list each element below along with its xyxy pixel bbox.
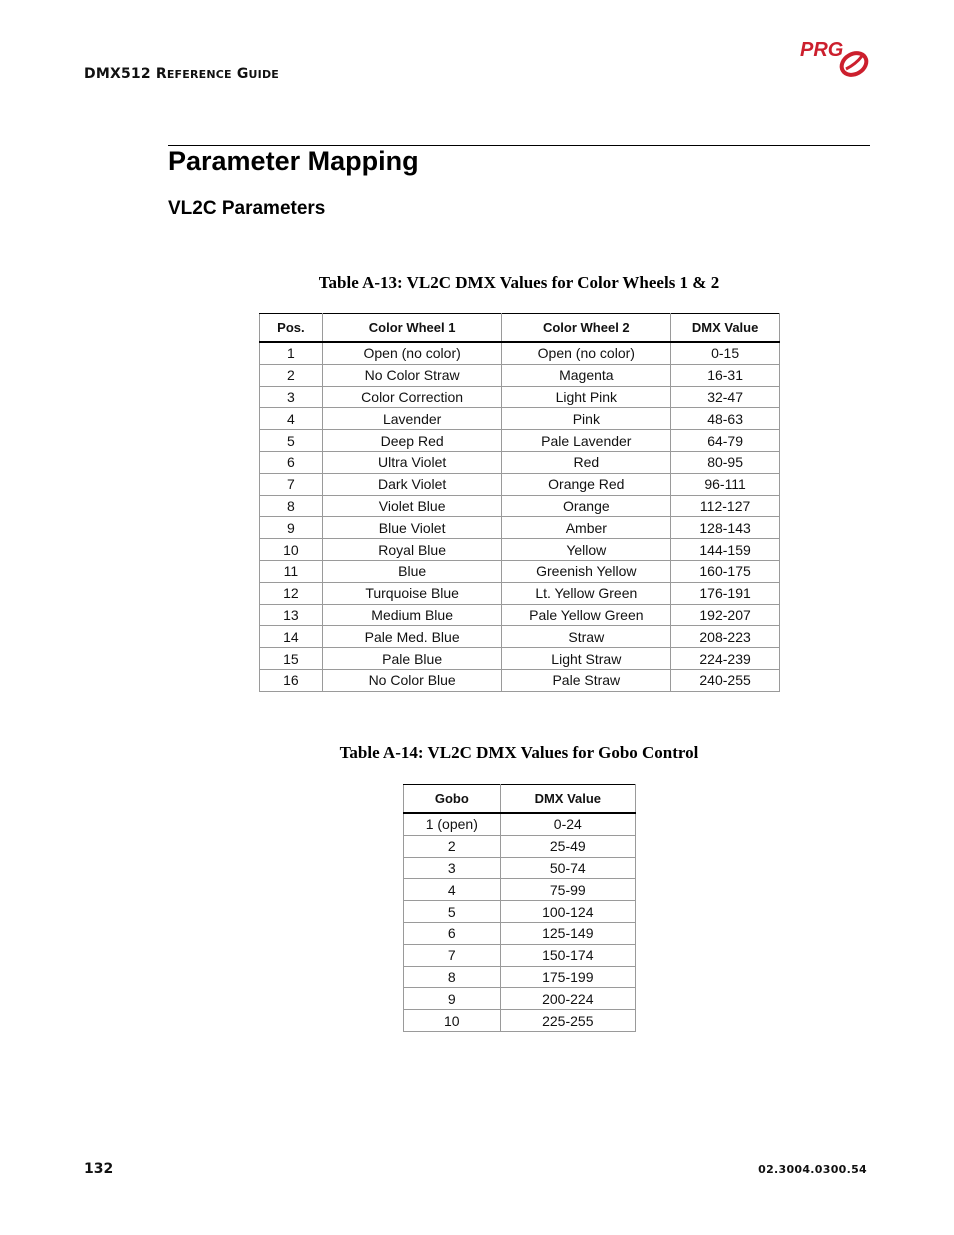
table-row [260, 604, 780, 626]
table2-caption: Table A-14: VL2C DMX Values for Gobo Control [339, 743, 699, 762]
table-cell: 7 [260, 473, 323, 495]
table-cell: No Color Straw [322, 364, 502, 386]
table-row [404, 1010, 636, 1032]
table-cell: 208-223 [671, 626, 780, 648]
section-title: VL2C Parameters [168, 198, 326, 219]
table-row [404, 966, 636, 988]
t1-header-cell: Color Wheel 1 [322, 314, 502, 343]
color-wheel-table-body [260, 342, 780, 691]
table-row [260, 386, 780, 408]
table-row [260, 473, 780, 495]
table-cell: Turquoise Blue [322, 582, 502, 604]
table-cell: 0-15 [671, 342, 780, 364]
table-cell: 100-124 [500, 901, 635, 923]
table-cell: Yellow [502, 539, 671, 561]
table-cell: Deep Red [322, 430, 502, 452]
table-cell: Violet Blue [322, 495, 502, 517]
table-cell: 75-99 [500, 879, 635, 901]
running-head-smallcaps-2: UIDE [248, 68, 279, 81]
table-cell: Medium Blue [322, 604, 502, 626]
table-cell: 32-47 [671, 386, 780, 408]
table-cell: 8 [404, 966, 501, 988]
table-cell: Royal Blue [322, 539, 502, 561]
gobo-table-body [404, 813, 636, 1031]
table-row [404, 922, 636, 944]
t1-header-cell: DMX Value [671, 314, 780, 343]
table-cell: Light Pink [502, 386, 671, 408]
table-row [404, 813, 636, 835]
table-cell: 64-79 [671, 430, 780, 452]
table-cell: 144-159 [671, 539, 780, 561]
document-number: 02.3004.0300.54 [758, 1163, 867, 1176]
table-cell: 12 [260, 582, 323, 604]
table-cell: 10 [404, 1010, 501, 1032]
table-row [260, 560, 780, 582]
table-cell: 192-207 [671, 604, 780, 626]
t2-header-cell: Gobo [404, 785, 501, 814]
table-cell: Orange Red [502, 473, 671, 495]
table-cell: 2 [404, 835, 501, 857]
table-cell: 3 [404, 857, 501, 879]
gobo-table-head [404, 785, 636, 814]
table-cell: 13 [260, 604, 323, 626]
table-cell: 8 [260, 495, 323, 517]
table-cell: Open (no color) [322, 342, 502, 364]
table-row [260, 582, 780, 604]
t2-header-cell: DMX Value [500, 785, 635, 814]
table-cell: Greenish Yellow [502, 560, 671, 582]
table-cell: 48-63 [671, 408, 780, 430]
table-cell: 14 [260, 626, 323, 648]
table-cell: 175-199 [500, 966, 635, 988]
table-cell: Light Straw [502, 648, 671, 670]
table-cell: Lt. Yellow Green [502, 582, 671, 604]
table-cell: Pale Blue [322, 648, 502, 670]
table-cell: 80-95 [671, 451, 780, 473]
table1-caption: Table A-13: VL2C DMX Values for Color Wheels 1 & 2 [318, 273, 720, 292]
table-cell: Blue Violet [322, 517, 502, 539]
table-row [404, 901, 636, 923]
table-cell: 15 [260, 648, 323, 670]
t1-header-cell: Pos. [260, 314, 323, 343]
color-wheel-table [259, 313, 780, 692]
table-cell: No Color Blue [322, 669, 502, 691]
table-row [260, 648, 780, 670]
table-cell: 16-31 [671, 364, 780, 386]
table-cell: 160-175 [671, 560, 780, 582]
running-head-mid: G [231, 66, 249, 82]
table-cell: 6 [260, 451, 323, 473]
table-row [260, 517, 780, 539]
table-cell: Red [502, 451, 671, 473]
table-cell: Magenta [502, 364, 671, 386]
table-row [260, 495, 780, 517]
table-cell: 96-111 [671, 473, 780, 495]
table-cell: 50-74 [500, 857, 635, 879]
table-cell: Ultra Violet [322, 451, 502, 473]
table-cell: 9 [404, 988, 501, 1010]
table-cell: 25-49 [500, 835, 635, 857]
table-row [260, 408, 780, 430]
table-cell: 5 [404, 901, 501, 923]
color-wheel-table-head [260, 314, 780, 343]
table-cell: 240-255 [671, 669, 780, 691]
page-number: 132 [84, 1161, 114, 1177]
table-cell: 5 [260, 430, 323, 452]
table-cell: 9 [260, 517, 323, 539]
table-cell: 1 [260, 342, 323, 364]
table-cell: Orange [502, 495, 671, 517]
table-row [260, 626, 780, 648]
table-cell: 6 [404, 922, 501, 944]
table-row [260, 669, 780, 691]
table-cell: 16 [260, 669, 323, 691]
table-cell: Straw [502, 626, 671, 648]
table-row [260, 539, 780, 561]
table-cell: 225-255 [500, 1010, 635, 1032]
table-row [404, 988, 636, 1010]
t1-header-cell: Color Wheel 2 [502, 314, 671, 343]
table-row [260, 342, 780, 364]
table-cell: 4 [404, 879, 501, 901]
table-cell: 0-24 [500, 813, 635, 835]
table-cell: 176-191 [671, 582, 780, 604]
table-cell: Dark Violet [322, 473, 502, 495]
table-cell: Blue [322, 560, 502, 582]
gobo-table [403, 784, 636, 1032]
running-head-smallcaps-1: EFERENCE [166, 68, 232, 81]
table-cell: 112-127 [671, 495, 780, 517]
table-cell: Lavender [322, 408, 502, 430]
table-row [404, 857, 636, 879]
table-cell: 10 [260, 539, 323, 561]
table-cell: 200-224 [500, 988, 635, 1010]
table-row [260, 430, 780, 452]
table-cell: 7 [404, 944, 501, 966]
table-cell: 125-149 [500, 922, 635, 944]
page-title: Parameter Mapping [168, 146, 419, 176]
prg-logo-text: PRG [800, 39, 844, 61]
table-cell: Amber [502, 517, 671, 539]
running-head-main: DMX512 R [84, 66, 167, 82]
table-row [260, 451, 780, 473]
table-cell: 224-239 [671, 648, 780, 670]
table-row [404, 944, 636, 966]
table-row [404, 879, 636, 901]
table-cell: Pale Straw [502, 669, 671, 691]
prg-logo [798, 36, 874, 82]
table-cell: Pale Med. Blue [322, 626, 502, 648]
table-cell: 2 [260, 364, 323, 386]
table-cell: Pale Yellow Green [502, 604, 671, 626]
table-cell: 3 [260, 386, 323, 408]
table-cell: 150-174 [500, 944, 635, 966]
running-head [84, 66, 279, 82]
table-cell: 11 [260, 560, 323, 582]
table-cell: 4 [260, 408, 323, 430]
table-cell: 1 (open) [404, 813, 501, 835]
table-row [260, 364, 780, 386]
table-cell: Color Correction [322, 386, 502, 408]
table-cell: Open (no color) [502, 342, 671, 364]
table-row [404, 835, 636, 857]
table-cell: Pink [502, 408, 671, 430]
table-cell: Pale Lavender [502, 430, 671, 452]
table-cell: 128-143 [671, 517, 780, 539]
